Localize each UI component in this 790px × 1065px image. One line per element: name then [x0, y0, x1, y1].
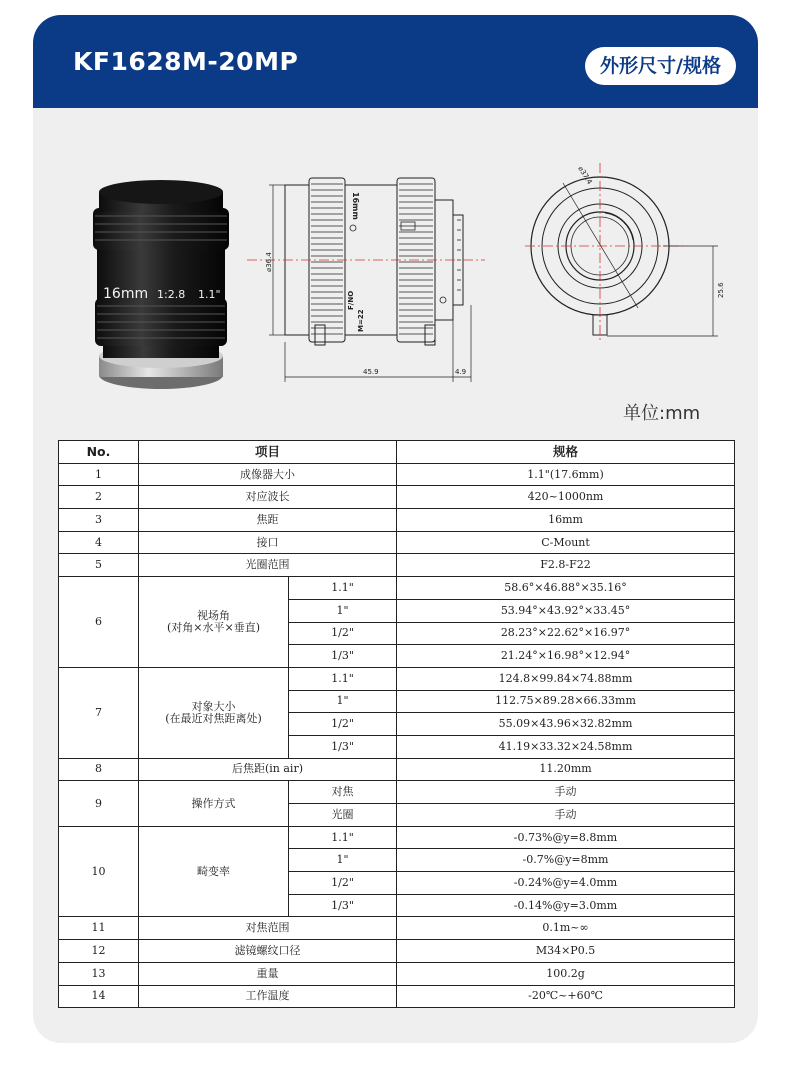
lens-marking-format: 1.1"	[198, 288, 221, 301]
table-row	[59, 554, 735, 577]
row-spec: 21.24°×16.98°×12.94°	[397, 645, 735, 668]
row-item: 操作方式	[139, 781, 289, 826]
row-spec: 124.8×99.84×74.88mm	[397, 667, 735, 690]
section-tag: 外形尺寸/规格	[585, 47, 736, 85]
row-no: 2	[59, 486, 139, 509]
side-view-drawing	[245, 160, 495, 390]
row-spec: 53.94°×43.92°×33.45°	[397, 599, 735, 622]
row-item	[139, 667, 289, 758]
table-row	[59, 940, 735, 963]
row-spec: 16mm	[397, 509, 735, 532]
row-spec: F2.8-F22	[397, 554, 735, 577]
row-item: 后焦距(in air)	[139, 758, 397, 781]
row-subkey: 1"	[289, 690, 397, 713]
row-item: 焦距	[139, 509, 397, 532]
row-no: 3	[59, 509, 139, 532]
row-spec: -0.24%@y=4.0mm	[397, 872, 735, 895]
row-item: 滤镜螺纹口径	[139, 940, 397, 963]
front-view-drawing	[523, 158, 758, 368]
table-row	[59, 667, 735, 690]
flange-label: 4.9	[455, 368, 467, 376]
row-spec: 55.09×43.96×32.82mm	[397, 713, 735, 736]
table-row	[59, 531, 735, 554]
row-spec: 手动	[397, 781, 735, 804]
row-item: 成像器大小	[139, 463, 397, 486]
row-item: 工作温度	[139, 985, 397, 1008]
row-spec: 58.6°×46.88°×35.16°	[397, 577, 735, 600]
row-spec: -0.7%@y=8mm	[397, 849, 735, 872]
row-subkey: 1.1"	[289, 667, 397, 690]
row-item: 畸变率	[139, 826, 289, 917]
lens-marking-aperture: 1:2.8	[157, 288, 186, 301]
row-subkey: 1/3"	[289, 894, 397, 917]
row-no: 5	[59, 554, 139, 577]
col-header-item: 项目	[139, 441, 397, 464]
row-spec: -20℃~+60℃	[397, 985, 735, 1008]
row-spec: 1.1"(17.6mm)	[397, 463, 735, 486]
table-row	[59, 781, 735, 804]
ring-label-focal: 16mm	[351, 192, 360, 220]
row-item: 光圈范围	[139, 554, 397, 577]
row-spec: -0.73%@y=8.8mm	[397, 826, 735, 849]
row-spec: 112.75×89.28×66.33mm	[397, 690, 735, 713]
row-spec: 100.2g	[397, 962, 735, 985]
row-item-line1: 对象大小	[191, 699, 236, 713]
row-spec: 0.1m~∞	[397, 917, 735, 940]
row-subkey: 1.1"	[289, 577, 397, 600]
row-subkey: 1/3"	[289, 735, 397, 758]
row-spec: M34×P0.5	[397, 940, 735, 963]
row-spec: 手动	[397, 804, 735, 827]
table-row	[59, 962, 735, 985]
col-header-spec: 规格	[397, 441, 735, 464]
table-row	[59, 917, 735, 940]
row-spec: 420~1000nm	[397, 486, 735, 509]
row-item: 重量	[139, 962, 397, 985]
table-row	[59, 758, 735, 781]
row-item: 对焦范围	[139, 917, 397, 940]
ring-label-fno: F/NO	[347, 290, 355, 310]
row-no: 4	[59, 531, 139, 554]
row-no: 7	[59, 667, 139, 758]
row-no: 9	[59, 781, 139, 826]
table-row	[59, 985, 735, 1008]
row-subkey: 1/2"	[289, 622, 397, 645]
row-spec: -0.14%@y=3.0mm	[397, 894, 735, 917]
row-no: 12	[59, 940, 139, 963]
row-subkey: 对焦	[289, 781, 397, 804]
front-dia-label: ⌀37.4	[576, 164, 594, 186]
dia-label: ⌀36.4	[265, 252, 273, 272]
row-no: 13	[59, 962, 139, 985]
row-no: 11	[59, 917, 139, 940]
row-no: 10	[59, 826, 139, 917]
table-row	[59, 463, 735, 486]
spec-card	[33, 15, 758, 1043]
table-row	[59, 577, 735, 600]
row-spec: C-Mount	[397, 531, 735, 554]
col-header-no: No.	[59, 441, 139, 464]
table-row	[59, 509, 735, 532]
header-bar	[33, 15, 758, 108]
row-item-line2: (在最近对焦距离处)	[165, 711, 262, 725]
ring-label-near: M=22	[357, 309, 365, 332]
spec-table	[58, 440, 735, 1008]
row-spec: 11.20mm	[397, 758, 735, 781]
row-item	[139, 577, 289, 668]
table-header-row	[59, 441, 735, 464]
row-subkey: 光圈	[289, 804, 397, 827]
row-no: 1	[59, 463, 139, 486]
row-item-line2: (对角×水平×垂直)	[166, 621, 261, 634]
row-item-line1: 视场角	[197, 609, 230, 622]
row-spec: 41.19×33.32×24.58mm	[397, 735, 735, 758]
row-subkey: 1/3"	[289, 645, 397, 668]
row-subkey: 1"	[289, 599, 397, 622]
length-label: 45.9	[363, 368, 379, 376]
row-subkey: 1/2"	[289, 713, 397, 736]
row-no: 8	[59, 758, 139, 781]
table-row	[59, 826, 735, 849]
row-subkey: 1/2"	[289, 872, 397, 895]
lens-photo	[65, 170, 257, 410]
row-item: 对应波长	[139, 486, 397, 509]
row-item: 接口	[139, 531, 397, 554]
row-no: 14	[59, 985, 139, 1008]
unit-label: 单位:mm	[623, 403, 701, 424]
row-subkey: 1"	[289, 849, 397, 872]
height-label: 25.6	[717, 282, 725, 298]
row-no: 6	[59, 577, 139, 668]
lens-marking-focal: 16mm	[103, 286, 149, 302]
row-subkey: 1.1"	[289, 826, 397, 849]
table-row	[59, 486, 735, 509]
row-spec: 28.23°×22.62°×16.97°	[397, 622, 735, 645]
product-title: KF1628M-20MP	[73, 47, 299, 76]
